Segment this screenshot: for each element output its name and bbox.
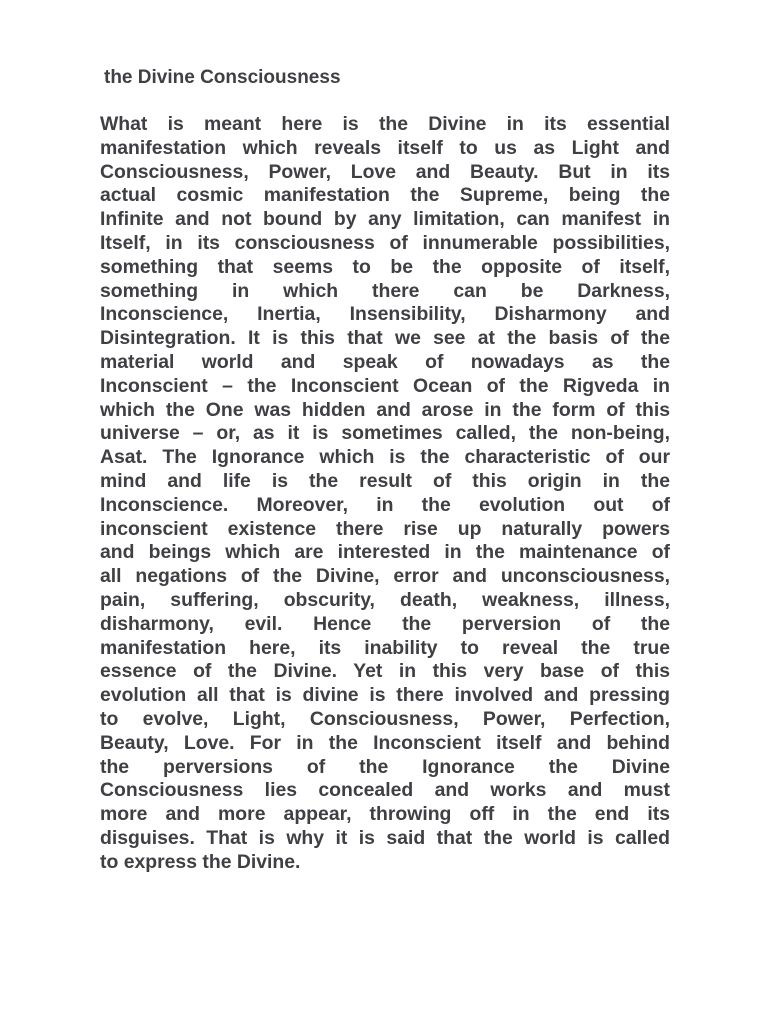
text-line: Inconscient – the Inconscient Ocean of the Rigveda in <box>100 374 670 397</box>
text-line: inconscient existence there rise up naturally powers <box>100 517 670 540</box>
text-line: more and more appear, throwing off in the end its <box>100 803 670 826</box>
text-line: to evolve, Light, Consciousness, Power, Perfection, <box>100 707 670 730</box>
text-line: which the One was hidden and arose in the form of this <box>100 398 670 421</box>
text-line: Beauty, Love. For in the Inconscient itself and behind <box>100 731 670 754</box>
text-line: Disintegration. It is this that we see at the basis of the <box>100 327 670 350</box>
text-line: the perversions of the Ignorance the Divine <box>100 755 670 778</box>
text-line: and beings which are interested in the maintenance of <box>100 541 670 564</box>
text-line: Itself, in its consciousness of innumerable possibilities, <box>100 231 670 254</box>
document-title: the Divine Consciousness <box>104 67 341 88</box>
text-line: disharmony, evil. Hence the perversion of the <box>100 612 670 635</box>
text-line: disguises. That is why it is said that the world is called <box>100 826 670 849</box>
text-line: Inconscience, Inertia, Insensibility, Disharmony and <box>100 303 670 326</box>
text-line: to express the Divine. <box>100 850 301 873</box>
text-line: something that seems to be the opposite of itself, <box>100 255 670 278</box>
text-line: mind and life is the result of this origin in the <box>100 469 670 492</box>
text-line: essence of the Divine. Yet in this very base of this <box>100 660 670 683</box>
text-line: Consciousness, Power, Love and Beauty. But in its <box>100 160 670 183</box>
text-line: manifestation which reveals itself to us as Light and <box>100 136 670 159</box>
text-line: something in which there can be Darkness, <box>100 279 670 302</box>
text-line: Asat. The Ignorance which is the characteristic of our <box>100 446 670 469</box>
text-line: actual cosmic manifestation the Supreme, being the <box>100 184 670 207</box>
document-body <box>100 113 670 875</box>
text-line: What is meant here is the Divine in its essential <box>100 113 670 135</box>
text-line: manifestation here, its inability to reveal the true <box>100 636 670 659</box>
text-line: Inconscience. Moreover, in the evolution out of <box>100 493 670 516</box>
text-line: pain, suffering, obscurity, death, weakness, illness, <box>100 588 670 611</box>
text-line: all negations of the Divine, error and unconsciousness, <box>100 565 670 588</box>
text-line: Consciousness lies concealed and works and must <box>100 779 670 802</box>
text-line: Infinite and not bound by any limitation, can manifest in <box>100 208 670 231</box>
text-line: universe – or, as it is sometimes called, the non-being, <box>100 422 670 445</box>
text-line: evolution all that is divine is there involved and pressing <box>100 684 670 707</box>
text-line: material world and speak of nowadays as the <box>100 350 670 373</box>
